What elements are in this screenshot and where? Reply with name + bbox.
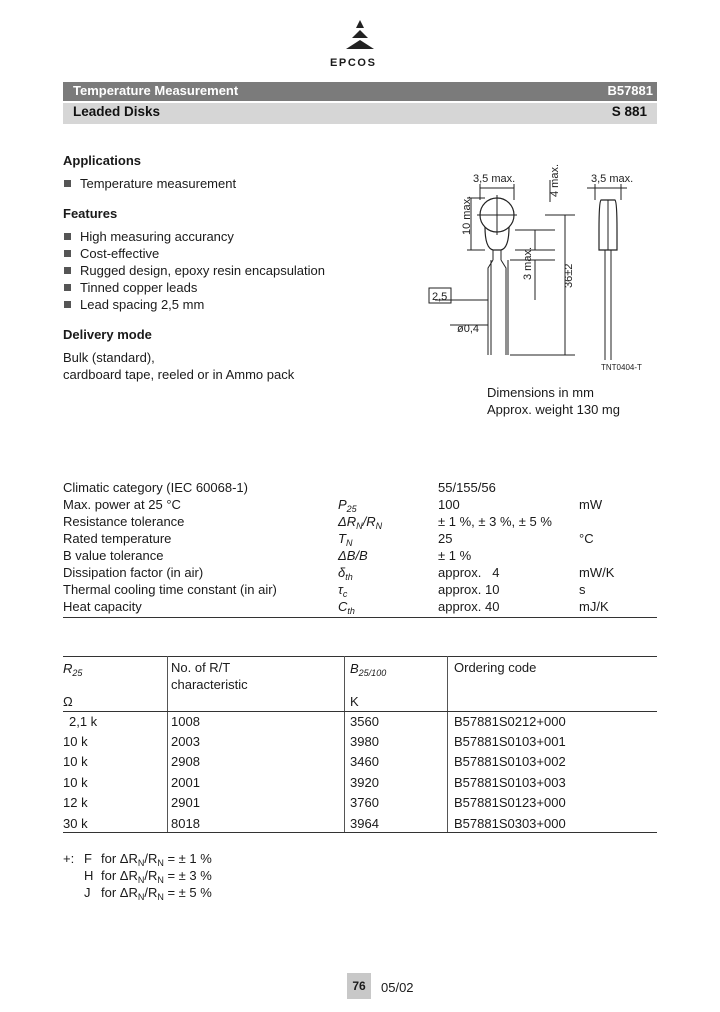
list-item: Cost-effective	[63, 245, 325, 262]
logo-text: EPCOS	[330, 57, 377, 69]
spec-label: Climatic category (IEC 60068-1)	[63, 480, 248, 495]
spec-unit: mW/K	[579, 565, 615, 580]
cell-r25: 2,1 k	[69, 714, 98, 729]
cell-code: B57881S0103+002	[454, 754, 566, 769]
header-category: Temperature Measurement	[73, 83, 239, 98]
header-bar	[63, 82, 657, 101]
note-letter: H	[84, 868, 94, 883]
spec-label: Dissipation factor (in air)	[63, 565, 204, 580]
dim-width-front: 3,5 max.	[473, 173, 516, 185]
cell-rt: 2001	[171, 775, 200, 790]
spec-value: approx. 40	[438, 599, 500, 614]
cell-rt: 2908	[171, 754, 200, 769]
spec-value: approx. 4	[438, 565, 500, 580]
delivery-text	[63, 349, 294, 383]
note-text: for $\Delta R_N/R_N$ = ± 5 %	[101, 885, 212, 902]
dim-width-side: 3,5 max.	[591, 173, 634, 185]
spec-symbol: ΔB/B	[338, 548, 368, 563]
spec-value: ± 1 %, ± 3 %, ± 5 %	[438, 514, 552, 529]
header-r25: $R_{25}$	[63, 661, 83, 678]
cell-r25: 30 k	[63, 816, 88, 831]
notes-prefix: +:	[63, 851, 75, 866]
spec-label: Resistance tolerance	[63, 514, 185, 529]
spec-label: Rated temperature	[63, 531, 172, 546]
spec-unit: °C	[579, 531, 594, 546]
spec-value: 55/155/56	[438, 480, 496, 495]
list-item: Temperature measurement	[63, 175, 236, 192]
column-divider	[167, 656, 168, 832]
delivery-line: cardboard tape, reeled or in Ammo pack	[63, 367, 295, 382]
note-text: for $\Delta R_N/R_N$ = ± 1 %	[101, 851, 212, 868]
cell-r25: 12 k	[63, 795, 88, 810]
cell-code: B57881S0123+000	[454, 795, 566, 810]
dimensions-note	[487, 384, 620, 418]
cell-b: 3560	[350, 714, 379, 729]
header-ordering-code: Ordering code	[454, 660, 537, 675]
spec-unit: mJ/K	[579, 599, 609, 614]
list-item: Rugged design, epoxy resin encapsulation	[63, 262, 325, 279]
divider	[63, 711, 657, 712]
note-letter: J	[84, 885, 91, 900]
header-part-number: B57881	[607, 83, 653, 98]
spec-label: Heat capacity	[63, 599, 142, 614]
product-title: Leaded Disks	[73, 104, 161, 119]
dim-lead-length: 36±2	[563, 263, 575, 288]
header-b-value: $B_{25/100}$	[350, 661, 387, 678]
cell-b: 3760	[350, 795, 379, 810]
dim-thickness: 4 max.	[549, 163, 561, 197]
applications-list	[63, 175, 236, 192]
cell-b: 3964	[350, 816, 379, 831]
spec-symbol: $T_N$	[338, 531, 353, 548]
spec-label: Max. power at 25 °C	[63, 497, 181, 512]
cell-code: B57881S0103+003	[454, 775, 566, 790]
cell-code: B57881S0103+001	[454, 734, 566, 749]
divider	[63, 617, 657, 618]
cell-code: B57881S0212+000	[454, 714, 566, 729]
spec-symbol: $C_{th}$	[338, 599, 355, 616]
weight-note: Approx. weight 130 mg	[487, 402, 620, 417]
list-item: High measuring accurancy	[63, 228, 325, 245]
note-text: for $\Delta R_N/R_N$ = ± 3 %	[101, 868, 212, 885]
cell-b: 3980	[350, 734, 379, 749]
dimension-drawing	[415, 160, 660, 380]
cell-rt: 2003	[171, 734, 200, 749]
dim-lead-diameter: ø0,4	[457, 323, 480, 335]
spec-value: 25	[438, 531, 453, 546]
spec-label: Thermal cooling time constant (in air)	[63, 582, 277, 597]
spec-label: B value tolerance	[63, 548, 164, 563]
header-r25-unit: Ω	[63, 694, 73, 709]
cell-rt: 2901	[171, 795, 200, 810]
page-date: 05/02	[381, 980, 414, 995]
subheader-bar	[63, 103, 657, 124]
column-divider	[447, 656, 448, 832]
header-rt-number: No. of R/T	[171, 660, 231, 675]
spec-value: ± 1 %	[438, 548, 472, 563]
header-b-unit: K	[350, 694, 359, 709]
header-rt-characteristic: characteristic	[171, 677, 248, 692]
cell-b: 3920	[350, 775, 379, 790]
divider	[63, 832, 657, 833]
applications-title: Applications	[63, 153, 142, 168]
spec-symbol: $P_{25}$	[338, 497, 357, 514]
dim-coating: 3 max.	[522, 246, 534, 280]
cell-r25: 10 k	[63, 775, 88, 790]
drawing-reference: TNT0404-T	[601, 363, 642, 372]
spec-symbol: $\delta_{th}$	[338, 565, 353, 582]
spec-symbol: $\tau_c$	[338, 582, 348, 599]
divider	[63, 656, 657, 657]
spec-symbol: $\Delta R_N/R_N$	[338, 514, 383, 531]
cell-rt: 8018	[171, 816, 200, 831]
column-divider	[344, 656, 345, 832]
cell-b: 3460	[350, 754, 379, 769]
spec-value: 100	[438, 497, 460, 512]
delivery-line: Bulk (standard),	[63, 350, 155, 365]
spec-unit: s	[579, 582, 586, 597]
features-list	[63, 228, 325, 313]
delivery-title: Delivery mode	[63, 327, 152, 342]
cell-r25: 10 k	[63, 754, 88, 769]
dim-height: 10 max.	[461, 195, 473, 235]
cell-r25: 10 k	[63, 734, 88, 749]
page-number: 76	[347, 973, 371, 999]
spec-unit: mW	[579, 497, 603, 512]
spec-value: approx. 10	[438, 582, 500, 597]
dim-lead-spacing: 2,5	[432, 291, 448, 303]
dimensions-unit: Dimensions in mm	[487, 385, 594, 400]
note-letter: F	[84, 851, 92, 866]
cell-code: B57881S0303+000	[454, 816, 566, 831]
features-title: Features	[63, 206, 118, 221]
cell-rt: 1008	[171, 714, 200, 729]
list-item: Tinned copper leads	[63, 279, 325, 296]
series-label: S 881	[611, 104, 647, 119]
epcos-logo-icon	[338, 18, 382, 58]
list-item: Lead spacing 2,5 mm	[63, 296, 325, 313]
